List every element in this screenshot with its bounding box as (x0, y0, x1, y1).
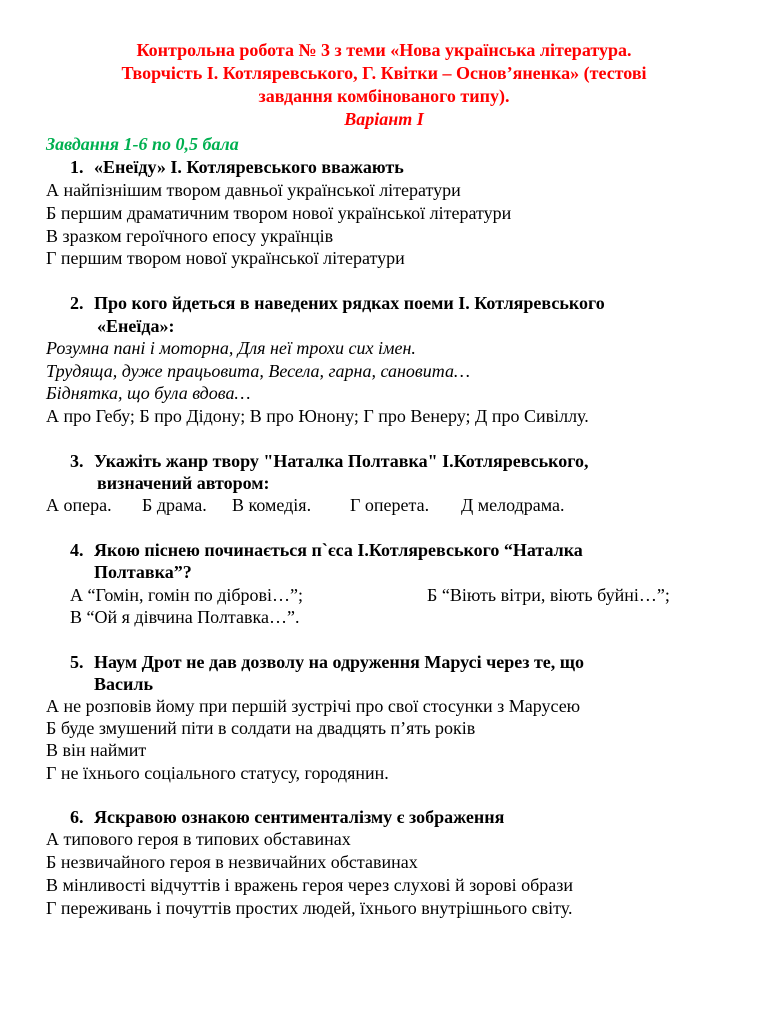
question-1-option-a: А найпізнішим твором давньої української літератури (46, 180, 461, 200)
question-2-text-continued: «Енеїда»: (97, 316, 175, 336)
question-5-option-b: Б буде змушений піти в солдати на двадцять п’ять років (46, 718, 476, 738)
question-4-number: 4. (70, 540, 84, 560)
question-6-option-a: А типового героя в типових обставинах (46, 829, 351, 849)
question-5-title (70, 651, 584, 673)
title-line-2: Творчість І. Котляревського, Г. Квітки – Основ’яненка» (тестові (121, 63, 647, 83)
question-4-option-a: А “Гомін, гомін по діброві…”; (70, 585, 304, 605)
question-2-title (70, 292, 605, 314)
question-3-option-d: Г оперета. (350, 495, 430, 515)
document-title (40, 39, 728, 131)
title-line-3: завдання комбінованого типу). (258, 86, 510, 106)
question-4-option-b: Б “Віють вітри, віють буйні…”; (427, 585, 670, 605)
title-line-1: Контрольна робота № 3 з теми «Нова українська література. (136, 40, 632, 60)
title-variant: Варіант І (344, 109, 424, 129)
question-2-text: Про кого йдеться в наведених рядках поеми І. Котляревського (94, 293, 605, 313)
question-3-number: 3. (70, 451, 84, 471)
question-3-text: Укажіть жанр твору "Наталка Полтавка" І.Котляревського, (94, 451, 589, 471)
question-2-options: А про Гебу; Б про Дідону; В про Юнону; Г про Венеру; Д про Сивіллу. (46, 406, 589, 426)
question-5-number: 5. (70, 652, 84, 672)
question-1-text: «Енеїду» І. Котляревського вважають (94, 157, 404, 177)
question-1-number: 1. (70, 157, 84, 177)
section-note: Завдання 1-6 по 0,5 бала (46, 134, 239, 154)
question-6-option-b: Б незвичайного героя в незвичайних обставинах (46, 852, 418, 872)
question-1-title (70, 156, 404, 178)
question-3-text-continued: визначений автором: (97, 473, 270, 493)
question-5-text: Наум Дрот не дав дозволу на одруження Марусі через те, що (94, 652, 584, 672)
question-4-text-continued: Полтавка”? (94, 562, 192, 582)
question-3-option-a: А опера. (46, 495, 112, 515)
question-4-text: Якою піснею починається п`єса І.Котляревського “Наталка (94, 540, 583, 560)
question-6-option-d: Г переживань і почуттів простих людей, їхнього внутрішнього світу. (46, 898, 573, 918)
question-2-number: 2. (70, 293, 84, 313)
question-5-text-continued: Василь (94, 674, 153, 694)
question-6-number: 6. (70, 807, 84, 827)
question-2-quote-line-1: Розумна пані і моторна, Для неї трохи сих імен. (46, 338, 416, 358)
question-2-quote-line-2: Трудяща, дуже працьовита, Весела, гарна, сановита… (46, 361, 470, 381)
question-3-option-c: В комедія. (232, 495, 312, 515)
question-6-text: Яскравою ознакою сентименталізму є зображення (94, 807, 505, 827)
question-1-option-b: Б першим драматичним твором нової української літератури (46, 203, 512, 223)
question-5-option-a: А не розповів йому при першій зустрічі про свої стосунки з Марусею (46, 696, 581, 716)
question-5-option-d: Г не їхнього соціального статусу, городянин. (46, 763, 389, 783)
question-3-option-b: Б драма. (142, 495, 207, 515)
question-3-option-e: Д мелодрама. (461, 495, 565, 515)
question-2-quote-line-3: Біднятка, що була вдова… (46, 383, 251, 403)
question-3-title (70, 450, 589, 472)
question-4-title (70, 539, 583, 561)
question-4-option-c: В “Ой я дівчина Полтавка…”. (70, 607, 300, 627)
question-1-option-c: В зразком героїчного епосу українців (46, 226, 334, 246)
question-5-option-c: В він наймит (46, 740, 147, 760)
question-6-title (70, 806, 504, 828)
question-1-option-d: Г першим твором нової української літератури (46, 248, 405, 268)
question-6-option-c: В мінливості відчуттів і вражень героя через слухові й зорові образи (46, 875, 574, 895)
